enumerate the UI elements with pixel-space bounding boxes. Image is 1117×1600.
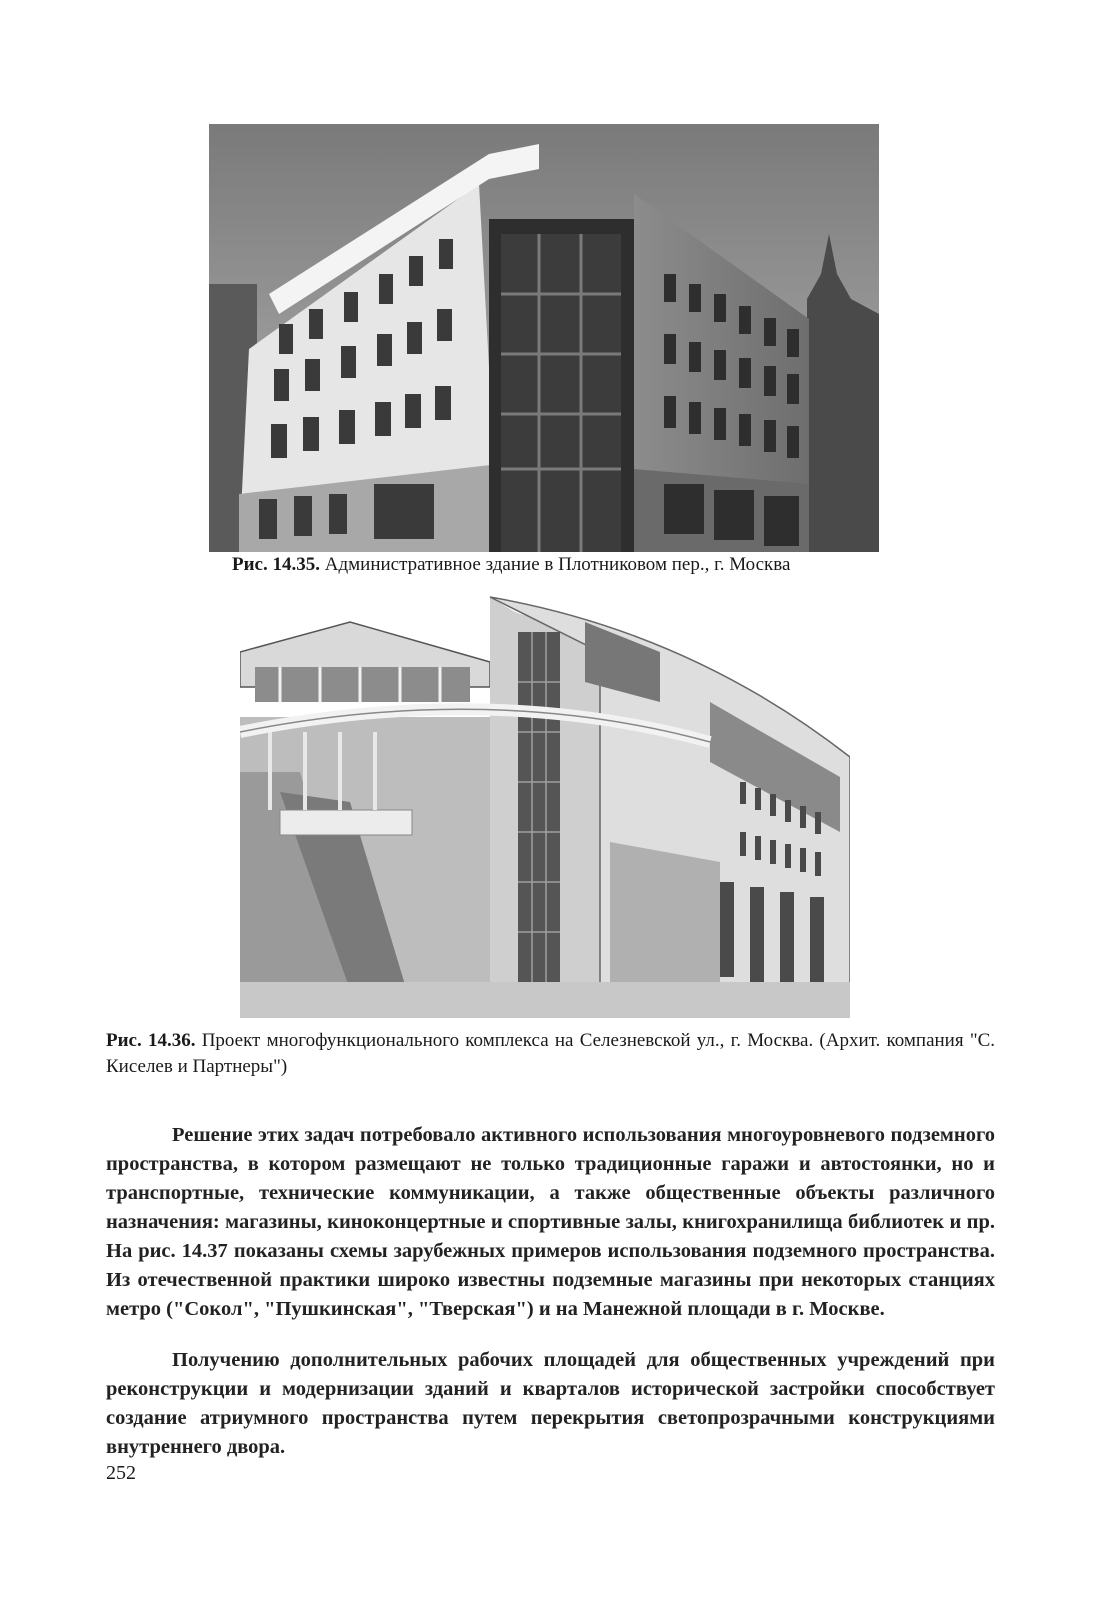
figure-caption-label: Рис. 14.35. — [232, 554, 320, 575]
figure-caption-14-35 — [232, 552, 892, 578]
page-number: 252 — [106, 1462, 136, 1484]
body-paragraph: Получению дополнительных рабочих площадей для общественных учреждений при реконструкции и модернизации зданий и кварталов исторической застройки способствует создание атриумного пространства путем перекрытия светопрозрачными конструкциями внутреннего двора. — [106, 1348, 995, 1458]
body-paragraph: Решение этих задач потребовало активного использования многоуровневого подземного пространства, в котором размещают не только традиционные гаражи и автостоянки, но и транспортные, технические коммуникации, а также общественные объекты различного назначения: магазины, киноконцертные и спортивные залы, книгохранилища библиотек и пр. На рис. 14.37 показаны схемы зарубежных примеров использования подземного пространства. Из отечественной практики широко известны подземные магазины при некоторых станциях метро ("Сокол", "Пушкинская", "Тверская") и на Манежной площади в г. Москве. — [106, 1123, 995, 1320]
figure-caption-text: Административное здание в Плотниковом пер., г. Москва — [320, 554, 791, 575]
figure-caption-text: Проект многофункционального комплекса на Селезневской ул., г. Москва. (Архит. компания "С. Киселев и Партнеры") — [106, 1030, 995, 1077]
figure-caption-label: Рис. 14.36. — [106, 1030, 196, 1051]
figure-caption-14-36 — [106, 1028, 995, 1080]
figure-photo-administrative-building — [209, 124, 879, 552]
figure-rendering-multifunctional-complex — [240, 592, 850, 1018]
